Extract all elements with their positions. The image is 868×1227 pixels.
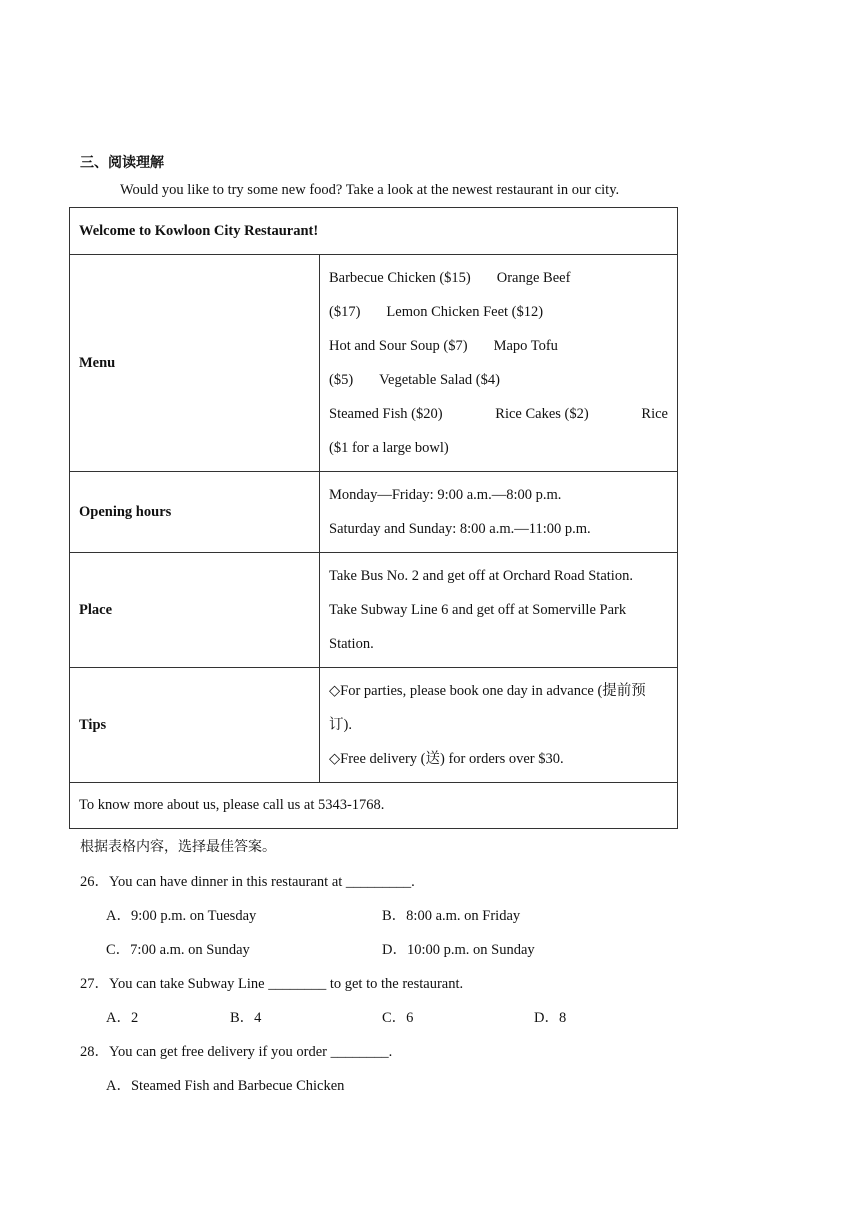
- footer-contact: To know more about us, please call us at 5343-1768.: [70, 783, 678, 829]
- option-28-a: A．Steamed Fish and Barbecue Chicken: [106, 1078, 345, 1094]
- table-row-welcome: [70, 208, 678, 255]
- menu-label: Menu: [70, 255, 320, 472]
- option-27-a: A．2: [106, 1010, 139, 1026]
- menu-item: Hot and Sour Soup ($7): [329, 338, 468, 354]
- menu-item: ($1 for a large bowl): [329, 440, 449, 456]
- menu-line: [329, 329, 668, 363]
- place-line: Station.: [329, 636, 374, 652]
- menu-line: [329, 431, 668, 465]
- menu-line: [329, 397, 668, 431]
- section-title: 三、阅读理解: [80, 155, 164, 171]
- place-cell: [320, 553, 678, 668]
- question-26: 26．You can have dinner in this restaurant at _________.: [80, 874, 415, 890]
- question-27: 27．You can take Subway Line ________ to get to the restaurant.: [80, 976, 464, 992]
- instruction-text: 根据表格内容，选择最佳答案。: [80, 839, 276, 855]
- hours-cell: [320, 472, 678, 553]
- menu-item: ($5): [329, 372, 354, 388]
- menu-item: Rice: [641, 406, 668, 422]
- menu-line: [329, 295, 668, 329]
- table-row-footer: [70, 783, 678, 829]
- table-row-hours: [70, 472, 678, 553]
- menu-line: [329, 363, 668, 397]
- question-28: 28．You can get free delivery if you order ________.: [80, 1044, 393, 1060]
- table-row-menu: [70, 255, 678, 472]
- menu-item: Vegetable Salad ($4): [379, 372, 500, 388]
- menu-item: Steamed Fish ($20): [329, 406, 443, 422]
- restaurant-info-table: [69, 207, 678, 829]
- menu-item: Barbecue Chicken ($15): [329, 270, 471, 286]
- tips-label: Tips: [70, 668, 320, 783]
- welcome-heading: Welcome to Kowloon City Restaurant!: [70, 208, 678, 255]
- hours-line: Monday—Friday: 9:00 a.m.—8:00 p.m.: [329, 487, 562, 503]
- option-26-d: D．10:00 p.m. on Sunday: [382, 942, 535, 958]
- menu-item: ($17): [329, 304, 361, 320]
- hours-line: Saturday and Sunday: 8:00 a.m.—11:00 p.m.: [329, 521, 591, 537]
- menu-item: Lemon Chicken Feet ($12): [386, 304, 544, 320]
- option-27-d: D．8: [534, 1010, 567, 1026]
- menu-item: Orange Beef: [496, 270, 571, 286]
- option-26-a: A．9:00 p.m. on Tuesday: [106, 908, 257, 924]
- tips-cell: [320, 668, 678, 783]
- place-line: Take Subway Line 6 and get off at Somerville Park: [329, 602, 627, 618]
- tips-line: ◇For parties, please book one day in advance (提前预: [329, 683, 646, 699]
- place-label: Place: [70, 553, 320, 668]
- option-26-b: B．8:00 a.m. on Friday: [382, 908, 521, 924]
- menu-item: Rice Cakes ($2): [495, 406, 589, 422]
- option-27-c: C．6: [382, 1010, 414, 1026]
- option-27-b: B．4: [230, 1010, 262, 1026]
- place-line: Take Bus No. 2 and get off at Orchard Road Station.: [329, 568, 633, 584]
- menu-line: [329, 261, 608, 295]
- intro-text: Would you like to try some new food? Take a look at the newest restaurant in our city.: [120, 182, 620, 198]
- table-row-place: [70, 553, 678, 668]
- tips-line: ◇Free delivery (送) for orders over $30.: [329, 751, 564, 767]
- menu-item: Mapo Tofu: [493, 338, 558, 354]
- hours-label: Opening hours: [70, 472, 320, 553]
- option-26-c: C．7:00 a.m. on Sunday: [106, 942, 250, 958]
- menu-cell: [320, 255, 678, 472]
- table-row-tips: [70, 668, 678, 783]
- tips-line: 订).: [329, 717, 352, 733]
